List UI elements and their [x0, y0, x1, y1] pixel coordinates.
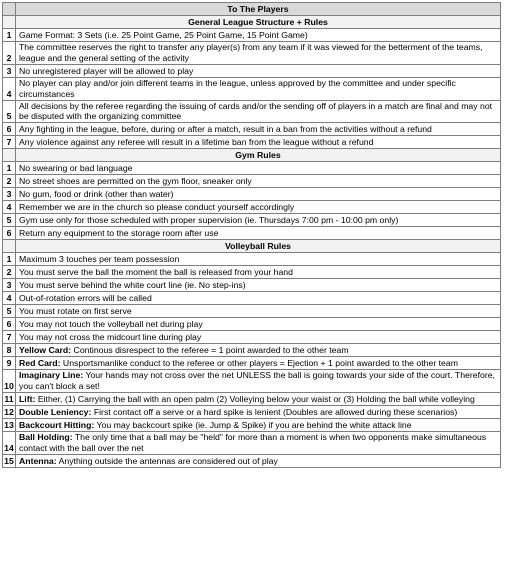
rule-text: Gym use only for those scheduled with proper supervision (ie. Thursdays 7:00 pm - 10:00 pm only): [19, 215, 399, 226]
rule-text: Any violence against any referee will result in a lifetime ban from the league without a refund: [19, 137, 374, 148]
rule-text-cell: [16, 279, 501, 292]
rule-term: Yellow Card:: [19, 345, 72, 356]
rule-row: [3, 279, 501, 292]
rule-text: Unsportsmanlike conduct to the referee or other players = Ejection + 1 point awarded to the other team: [60, 358, 458, 369]
rule-number: 14: [3, 432, 16, 455]
rule-term: Ball Holding:: [19, 432, 73, 442]
section-header-row: [3, 149, 501, 162]
rule-row: [3, 227, 501, 240]
rule-text-cell: [16, 77, 501, 100]
rule-text: You may not cross the midcourt line during play: [19, 332, 202, 343]
rule-row: [3, 344, 501, 357]
rule-text-cell: [16, 162, 501, 175]
rule-text: No swearing or bad language: [19, 163, 133, 174]
rule-row: [3, 266, 501, 279]
rule-row: [3, 305, 501, 318]
rule-text: The committee reserves the right to transfer any player(s) from any team if it was viewed for the betterment of the teams, league and the general setting of the activity: [19, 42, 483, 63]
rule-text: Out-of-rotation errors will be called: [19, 293, 152, 304]
rule-number: 8: [3, 344, 16, 357]
rule-text: Return any equipment to the storage room after use: [19, 228, 219, 239]
rule-row: [3, 357, 501, 370]
rule-text-cell: [16, 393, 501, 406]
rule-row: [3, 370, 501, 393]
rule-row: [3, 406, 501, 419]
rule-row: [3, 214, 501, 227]
rule-text-cell: [16, 136, 501, 149]
rule-row: [3, 77, 501, 100]
rule-text: First contact off a serve or a hard spike is lenient (Doubles are allowed during these scenarios): [91, 407, 458, 418]
sheet-title: To The Players: [16, 3, 501, 16]
rule-number: 7: [3, 331, 16, 344]
rule-text: You must serve behind the white court line (ie. No step-ins): [19, 280, 246, 291]
rule-text: Any fighting in the league, before, during or after a match, result in a ban from the activities without a refund: [19, 124, 432, 135]
rule-text: Maximum 3 touches per team possession: [19, 254, 180, 265]
rule-row: [3, 175, 501, 188]
rule-text-cell: [16, 188, 501, 201]
rule-number: 5: [3, 305, 16, 318]
rule-row: [3, 419, 501, 432]
rule-number: 6: [3, 318, 16, 331]
rule-text: No street shoes are permitted on the gym floor, sneaker only: [19, 176, 252, 187]
rule-number: 1: [3, 253, 16, 266]
rule-row: [3, 432, 501, 455]
title-row: [3, 3, 501, 16]
rule-term: Imaginary Line:: [19, 370, 84, 381]
rule-text-cell: [16, 201, 501, 214]
rule-number: 6: [3, 227, 16, 240]
rule-number: 13: [4, 420, 14, 431]
section-corner-cell: [3, 240, 16, 253]
rule-text-cell: [16, 370, 501, 393]
rule-term: Lift:: [19, 394, 36, 405]
rule-text-cell: [16, 253, 501, 266]
rule-text-cell: [16, 227, 501, 240]
rule-number: 5: [3, 214, 16, 227]
rule-row: [3, 188, 501, 201]
rule-row: [3, 201, 501, 214]
rule-number: 12: [4, 407, 14, 418]
rules-table: [2, 2, 501, 468]
rule-number: 3: [3, 64, 16, 77]
rule-text: Continous disrespect to the referee = 1 point awarded to the other team: [71, 345, 349, 356]
rule-row: [3, 253, 501, 266]
rule-text: No player can play and/or join different teams in the league, unless approved by the committee and under specific circumstances: [19, 77, 456, 99]
rule-text: You must rotate on first serve: [19, 306, 132, 317]
rule-text-cell: [16, 266, 501, 279]
rule-number: 15: [4, 455, 14, 466]
rule-text-cell: [16, 214, 501, 227]
rule-text: Your hands may not cross over the net UNLESS the ball is going towards your side of the court. Therefore, you can't block a set!: [19, 370, 495, 392]
rule-row: [3, 331, 501, 344]
rule-text: You may backcourt spike (ie. Jump & Spike) if you are behind the white attack line: [94, 420, 412, 431]
rule-text: Game Format: 3 Sets (i.e. 25 Point Game, 25 Point Game, 15 Point Game): [19, 30, 308, 41]
rule-text: The only time that a ball may be "held" for more than a moment is when two opponents make simultaneous contact with the ball over the net: [19, 432, 487, 453]
rule-number: 11: [4, 394, 14, 405]
rule-text-cell: [16, 406, 501, 419]
rule-term: Double Leniency:: [19, 407, 92, 418]
rule-text: You must serve the ball the moment the ball is released from your hand: [19, 267, 293, 278]
rule-text: You may not touch the volleyball net during play: [19, 319, 203, 330]
rule-text: Anything outside the antennas are considered out of play: [56, 455, 278, 466]
rule-number: 2: [3, 42, 16, 65]
section-heading: General League Structure + Rules: [16, 16, 501, 29]
rule-number: 2: [3, 175, 16, 188]
rule-text-cell: [16, 29, 501, 42]
rule-text-cell: [16, 357, 501, 370]
rule-text: Either, (1) Carrying the ball with an open palm (2) Volleying below your waist or (3) Holding the ball while volleying: [35, 394, 475, 405]
rule-number: 10: [3, 370, 16, 393]
section-corner-cell: [3, 16, 16, 29]
rule-text-cell: [16, 318, 501, 331]
rule-number: 4: [3, 77, 16, 100]
rule-text: Remember we are in the church so please conduct yourself accordingly: [19, 202, 295, 213]
rule-text: No gum, food or drink (other than water): [19, 189, 174, 200]
rule-number: 7: [3, 136, 16, 149]
rule-text-cell: [16, 42, 501, 65]
rule-text-cell: [16, 123, 501, 136]
rule-number: 4: [3, 201, 16, 214]
rule-text-cell: [16, 344, 501, 357]
rule-row: [3, 136, 501, 149]
rule-row: [3, 292, 501, 305]
rule-text-cell: [16, 64, 501, 77]
rule-row: [3, 162, 501, 175]
rule-row: [3, 64, 501, 77]
section-header-row: [3, 240, 501, 253]
rule-text-cell: [16, 419, 501, 432]
rule-term: Red Card:: [19, 358, 61, 369]
title-corner-cell: [3, 3, 16, 16]
rule-number: 2: [3, 266, 16, 279]
rule-number: 5: [3, 100, 16, 123]
rule-text-cell: [16, 292, 501, 305]
rule-text: All decisions by the referee regarding the issuing of cards and/or the sending off of players in a match are final and may not be disputed with the organizing committee: [19, 100, 493, 122]
rule-row: [3, 318, 501, 331]
rule-text-cell: [16, 432, 501, 455]
rule-text: No unregistered player will be allowed to play: [19, 65, 194, 76]
rule-row: [3, 29, 501, 42]
rule-row: [3, 100, 501, 123]
rule-number: 1: [3, 162, 16, 175]
section-corner-cell: [3, 149, 16, 162]
rule-row: [3, 393, 501, 406]
rule-number: 6: [3, 123, 16, 136]
rule-text-cell: [16, 454, 501, 467]
rule-number: 3: [3, 188, 16, 201]
rule-text-cell: [16, 305, 501, 318]
rule-row: [3, 454, 501, 467]
rule-row: [3, 42, 501, 65]
rule-term: Backcourt Hitting:: [19, 420, 95, 431]
rule-text-cell: [16, 175, 501, 188]
rule-text-cell: [16, 100, 501, 123]
rule-number: 9: [3, 357, 16, 370]
rule-number: 4: [3, 292, 16, 305]
rule-text-cell: [16, 331, 501, 344]
rule-number: 1: [3, 29, 16, 42]
rule-number: 3: [3, 279, 16, 292]
rules-table-body: [3, 3, 501, 468]
section-header-row: [3, 16, 501, 29]
section-heading: Volleyball Rules: [16, 240, 501, 253]
rule-row: [3, 123, 501, 136]
rule-term: Antenna:: [19, 455, 57, 466]
section-heading: Gym Rules: [16, 149, 501, 162]
